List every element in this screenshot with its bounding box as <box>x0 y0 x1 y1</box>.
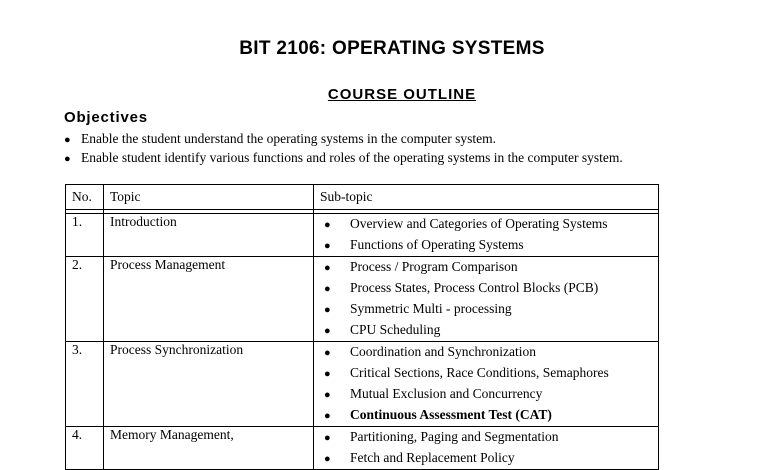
subtopic-text: Fetch and Replacement Policy <box>350 450 515 465</box>
table-row <box>66 342 659 427</box>
subtopic-list <box>320 342 658 426</box>
objectives-heading: Objectives <box>64 109 148 126</box>
bullet-icon: ● <box>324 453 331 465</box>
row-number: 3. <box>66 342 104 427</box>
subtopic-text: Process / Program Comparison <box>350 259 518 274</box>
subtopic-item <box>324 257 658 278</box>
subtopic-text: Coordination and Synchronization <box>350 344 536 359</box>
subtopic-item <box>324 427 658 448</box>
table-row <box>66 214 659 257</box>
table-row <box>66 257 659 342</box>
bullet-icon: ● <box>324 368 331 380</box>
subtopic-list <box>320 427 658 469</box>
subtopic-text: Process States, Process Control Blocks (PCB) <box>350 280 599 295</box>
subtopic-text: CPU Scheduling <box>350 322 441 337</box>
bullet-icon: ● <box>324 219 331 231</box>
subtopic-text: Mutual Exclusion and Concurrency <box>350 386 543 401</box>
subtopic-item <box>324 405 658 426</box>
course-outline-table <box>65 184 659 470</box>
header-topic: Topic <box>104 185 314 210</box>
objective-item <box>64 149 623 168</box>
row-topic: Process Synchronization <box>104 342 314 427</box>
bullet-icon: ● <box>324 262 331 274</box>
row-subtopics <box>314 257 659 342</box>
subtopic-item <box>324 363 658 384</box>
row-number: 1. <box>66 214 104 257</box>
bullet-icon: ● <box>324 410 331 422</box>
subtopic-item <box>324 384 658 405</box>
subtopic-item <box>324 278 658 299</box>
objective-item <box>64 130 623 149</box>
course-outline-label: COURSE OUTLINE <box>327 86 477 103</box>
bullet-icon: ● <box>324 432 331 444</box>
subtopic-text: Symmetric Multi - processing <box>350 301 512 316</box>
subtopic-list <box>320 257 658 341</box>
subtopic-item <box>324 299 658 320</box>
document-title: BIT 2106: OPERATING SYSTEMS <box>239 38 545 59</box>
bullet-icon: ● <box>324 389 331 401</box>
bullet-icon: ● <box>324 283 331 295</box>
bullet-icon: ● <box>324 240 331 252</box>
row-subtopics <box>314 427 659 470</box>
bullet-icon: ● <box>64 153 71 165</box>
objective-text: Enable student identify various functions and roles of the operating systems in the computer system. <box>81 150 623 165</box>
row-subtopics <box>314 342 659 427</box>
subtopic-text: Partitioning, Paging and Segmentation <box>350 429 559 444</box>
subtopic-item <box>324 448 658 469</box>
header-subtopic: Sub-topic <box>314 185 659 210</box>
row-subtopics <box>314 214 659 257</box>
course-outline-heading <box>0 86 784 104</box>
subtopic-list <box>320 214 658 256</box>
objective-text: Enable the student understand the operating systems in the computer system. <box>81 131 497 146</box>
bullet-icon: ● <box>324 325 331 337</box>
subtopic-text: Overview and Categories of Operating Systems <box>350 216 608 231</box>
row-topic: Memory Management, <box>104 427 314 470</box>
row-topic: Introduction <box>104 214 314 257</box>
objectives-list <box>64 130 623 168</box>
subtopic-item <box>324 320 658 341</box>
row-topic: Process Management <box>104 257 314 342</box>
header-no: No. <box>66 185 104 210</box>
bullet-icon: ● <box>64 134 71 146</box>
subtopic-text: Critical Sections, Race Conditions, Semaphores <box>350 365 609 380</box>
subtopic-text: Functions of Operating Systems <box>350 237 524 252</box>
subtopic-item <box>324 214 658 235</box>
table-row <box>66 427 659 470</box>
subtopic-text: Continuous Assessment Test (CAT) <box>350 407 552 422</box>
bullet-icon: ● <box>324 304 331 316</box>
row-number: 2. <box>66 257 104 342</box>
subtopic-item <box>324 342 658 363</box>
table-header-row <box>66 185 659 210</box>
bullet-icon: ● <box>324 347 331 359</box>
row-number: 4. <box>66 427 104 470</box>
subtopic-item <box>324 235 658 256</box>
